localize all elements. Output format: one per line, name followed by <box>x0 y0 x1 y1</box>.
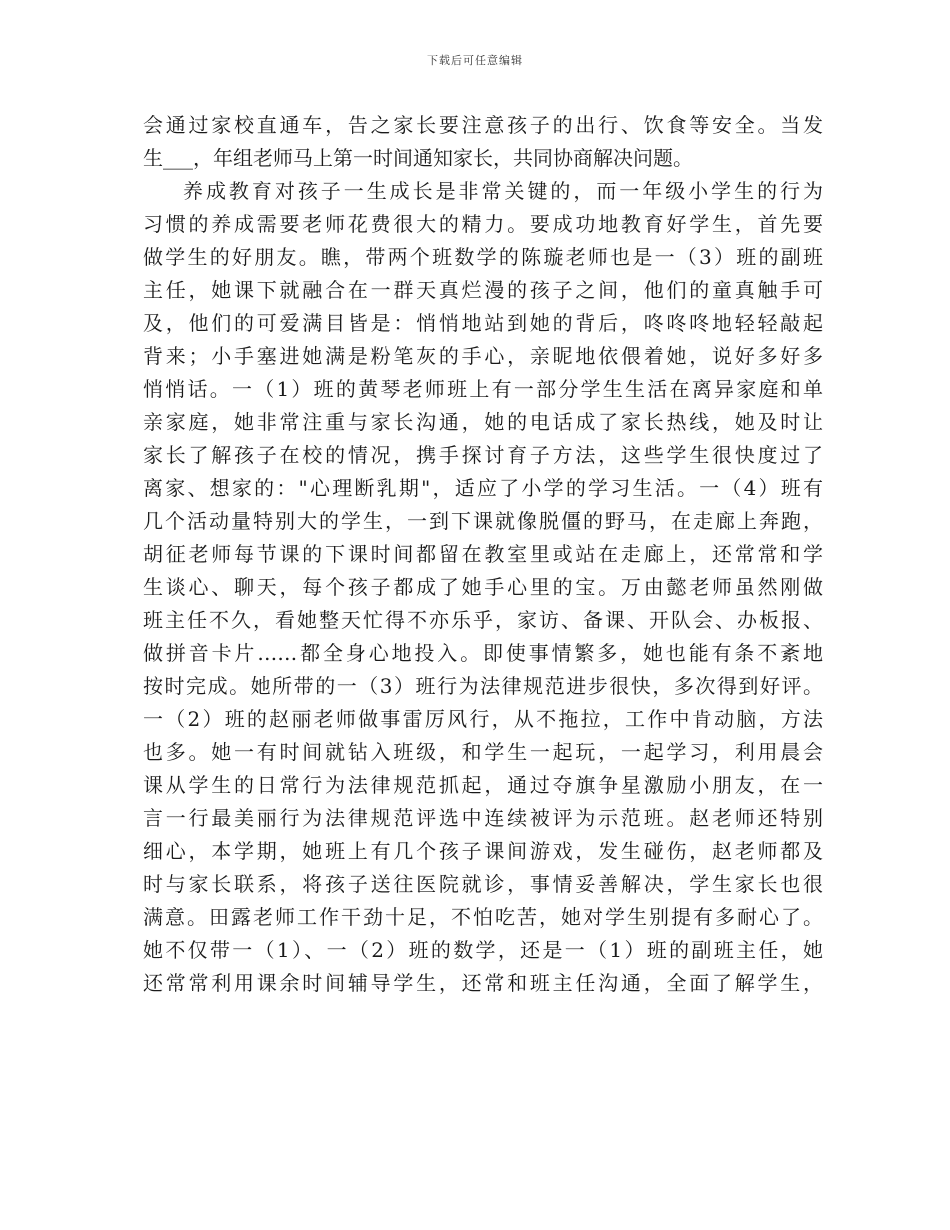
text-line: 言一行最美丽行为法律规范评选中连续被评为示范班。赵老师还特别 <box>143 806 823 830</box>
text-line: 亲家庭，她非常注重与家长沟通，她的电话成了家长热线，她及时让 <box>143 410 823 434</box>
text-line: 做拼音卡片……都全身心地投入。即使事情繁多，她也能有条不紊地 <box>143 641 823 665</box>
text-line: 她不仅带一（1）、一（2）班的数学，还是一（1）班的副班主任，她 <box>143 938 823 962</box>
text-line: 做学生的好朋友。瞧，带两个班数学的陈璇老师也是一（3）班的副班 <box>143 245 823 269</box>
text-line: 一（2）班的赵丽老师做事雷厉风行，从不拖拉，工作中肯动脑，方法 <box>143 707 823 731</box>
text-line: 会通过家校直通车，告之家长要注意孩子的出行、饮食等安全。当发 <box>143 113 823 137</box>
text-line: 还常常利用课余时间辅导学生，还常和班主任沟通，全面了解学生， <box>143 971 823 995</box>
text-line: 课从学生的日常行为法律规范抓起，通过夺旗争星激励小朋友，在一 <box>143 773 823 797</box>
page-header: 下载后可任意编辑 <box>427 54 523 67</box>
text-line: 也多。她一有时间就钻入班级，和学生一起玩，一起学习，利用晨会 <box>143 740 823 764</box>
text-line: 生___，年组老师马上第一时间通知家长，共同协商解决问题。 <box>143 146 693 170</box>
text-line: 及，他们的可爱满目皆是：悄悄地站到她的背后，咚咚咚地轻轻敲起 <box>143 311 823 335</box>
text-line: 胡征老师每节课的下课时间都留在教室里或站在走廊上，还常常和学 <box>143 542 823 566</box>
text-line: 主任，她课下就融合在一群天真烂漫的孩子之间，他们的童真触手可 <box>143 278 823 302</box>
document-body <box>143 109 823 1000</box>
text-line: 离家、想家的："心理断乳期"，适应了小学的学习生活。一（4）班有 <box>143 476 823 500</box>
text-line: 生谈心、聊天，每个孩子都成了她手心里的宝。万由懿老师虽然刚做 <box>143 575 823 599</box>
text-line: 悄悄话。一（1）班的黄琴老师班上有一部分学生生活在离异家庭和单 <box>143 377 823 401</box>
text-line: 按时完成。她所带的一（3）班行为法律规范进步很快，多次得到好评。 <box>143 674 823 698</box>
text-line: 几个活动量特别大的学生，一到下课就像脱僵的野马，在走廊上奔跑， <box>143 509 823 533</box>
text-line: 时与家长联系，将孩子送往医院就诊，事情妥善解决，学生家长也很 <box>143 872 823 896</box>
text-line: 家长了解孩子在校的情况，携手探讨育子方法，这些学生很快度过了 <box>143 443 823 467</box>
text-line: 班主任不久，看她整天忙得不亦乐乎，家访、备课、开队会、办板报、 <box>143 608 823 632</box>
text-line: 养成教育对孩子一生成长是非常关键的，而一年级小学生的行为 <box>183 179 823 203</box>
text-line: 习惯的养成需要老师花费很大的精力。要成功地教育好学生，首先要 <box>143 212 823 236</box>
text-line: 背来；小手塞进她满是粉笔灰的手心，亲昵地依偎着她，说好多好多 <box>143 344 823 368</box>
text-line: 细心，本学期，她班上有几个孩子课间游戏，发生碰伤，赵老师都及 <box>143 839 823 863</box>
text-line: 满意。田露老师工作干劲十足，不怕吃苦，她对学生别提有多耐心了。 <box>143 905 823 929</box>
